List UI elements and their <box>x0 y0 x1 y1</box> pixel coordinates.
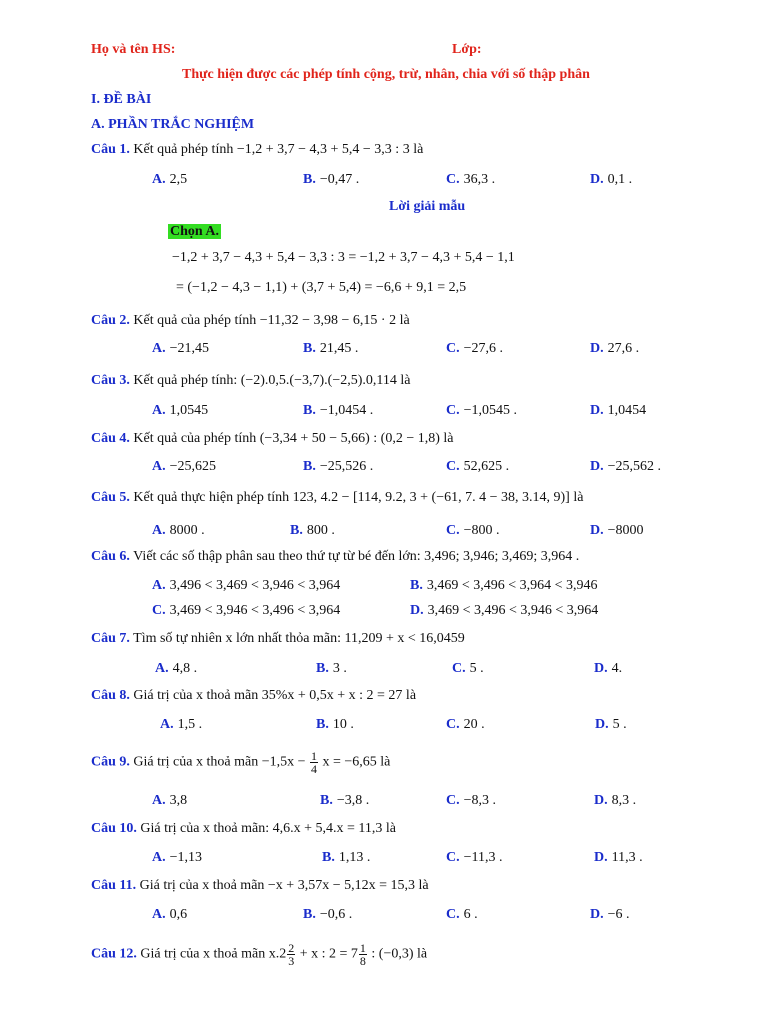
document-title: Thực hiện được các phép tính cộng, trừ, nhân, chia với số thập phân <box>182 67 590 82</box>
option-a: A. 1,0545 <box>152 403 209 418</box>
fraction: $\frac{2}{3}$ <box>288 941 295 968</box>
option-a: A. 3,496 < 3,469 < 3,946 < 3,964 <box>152 578 341 593</box>
option-b: B. 800 . <box>290 523 335 538</box>
option-d: D. −6 . <box>590 907 630 922</box>
option-b: B. −25,526 . <box>303 459 374 474</box>
option-b: B. −3,8 . <box>320 793 370 808</box>
question-9: Câu 9. Giá trị của x thoả mãn −1,5x − $\frac{1}{4}$ x = −6,65 là <box>91 749 391 776</box>
option-a: A. 2,5 <box>152 172 188 187</box>
option-d: D. 3,469 < 3,496 < 3,946 < 3,964 <box>410 603 599 618</box>
option-d: D. −25,562 . <box>590 459 662 474</box>
question-7: Câu 7. Tìm số tự nhiên x lớn nhất thỏa mãn: 11,209 + x < 16,0459 <box>91 631 465 646</box>
option-b: B. 10 . <box>316 717 354 732</box>
option-a: A. −21,45 <box>152 341 210 356</box>
question-8: Câu 8. Giá trị của x thoả mãn 35%x + 0,5x + x : 2 = 27 là <box>91 688 417 703</box>
option-d: D. 27,6 . <box>590 341 640 356</box>
question-number: Câu 1. <box>91 142 130 157</box>
option-c: C. −11,3 . <box>446 850 503 865</box>
option-c: C. 3,469 < 3,946 < 3,496 < 3,964 <box>152 603 341 618</box>
question-5: Câu 5. Kết quả thực hiện phép tính 123, 4.2 − [114, 9.2, 3 + (−61, 7. 4 − 38, 3.14, 9)] là <box>91 490 584 505</box>
solution-choice: Chọn A. <box>170 224 220 239</box>
option-d: D. 11,3 . <box>594 850 643 865</box>
option-a: A. −1,13 <box>152 850 203 865</box>
solution-title: Lời giải mẫu <box>389 199 466 214</box>
option-b: B. 21,45 . <box>303 341 359 356</box>
option-a: A. 3,8 <box>152 793 188 808</box>
question-12: Câu 12. Giá trị của x thoả mãn x.2 $\frac{2}{3}$ + x : 2 = 7 $\frac{1}{8}$ : (−0,3) là <box>91 941 428 968</box>
part-title: A. PHẦN TRẮC NGHIỆM <box>91 117 255 132</box>
option-c: C. −1,0545 . <box>446 403 518 418</box>
question-2: Câu 2. Kết quả của phép tính −11,32 − 3,98 − 6,15 · 2 là <box>91 313 410 328</box>
question-6: Câu 6. Viết các số thập phân sau theo thứ tự từ bé đến lớn: 3,496; 3,946; 3,469; 3,964 . <box>91 549 580 564</box>
option-a: A. 1,5 . <box>160 717 203 732</box>
option-c: C. 36,3 . <box>446 172 496 187</box>
option-a: A. 4,8 . <box>155 661 198 676</box>
option-b: B. 1,13 . <box>322 850 371 865</box>
option-a: A. 0,6 <box>152 907 188 922</box>
option-c: C. 5 . <box>452 661 484 676</box>
option-a: A. −25,625 <box>152 459 217 474</box>
fraction: $\frac{1}{8}$ <box>359 941 366 968</box>
question-text: Kết quả phép tính −1,2 + 3,7 − 4,3 + 5,4 − 3,3 : 3 là <box>133 142 424 157</box>
section-title: I. ĐỀ BÀI <box>91 92 152 107</box>
option-d: D. 8,3 . <box>594 793 637 808</box>
option-d: D. −8000 <box>590 523 644 538</box>
option-b: B. −1,0454 . <box>303 403 374 418</box>
option-b: B. −0,6 . <box>303 907 353 922</box>
option-c: C. 6 . <box>446 907 478 922</box>
solution-line-1: −1,2 + 3,7 − 4,3 + 5,4 − 3,3 : 3 = −1,2 + 3,7 − 4,3 + 5,4 − 1,1 <box>172 250 515 265</box>
option-c: C. 20 . <box>446 717 485 732</box>
fraction: $\frac{1}{4}$ <box>311 749 317 776</box>
question-10: Câu 10. Giá trị của x thoả mãn: 4,6.x + 5,4.x = 11,3 là <box>91 821 396 836</box>
option-a: A. 8000 . <box>152 523 205 538</box>
class-label: Lớp: <box>452 42 482 57</box>
solution-line-2: = (−1,2 − 4,3 − 1,1) + (3,7 + 5,4) = −6,6 + 9,1 = 2,5 <box>176 280 467 295</box>
option-c: C. −27,6 . <box>446 341 504 356</box>
option-d: D. 5 . <box>595 717 627 732</box>
question-3: Câu 3. Kết quả phép tính: (−2).0,5.(−3,7).(−2,5).0,114 là <box>91 373 411 388</box>
option-c: C. 52,625 . <box>446 459 510 474</box>
option-d: D. 4. <box>594 661 623 676</box>
option-c: C. −8,3 . <box>446 793 497 808</box>
student-name-label: Họ và tên HS: <box>91 42 176 57</box>
option-b: B. 3 . <box>316 661 347 676</box>
option-d: D. 0,1 . <box>590 172 633 187</box>
question-1 <box>91 142 423 158</box>
option-b: B. 3,469 < 3,496 < 3,964 < 3,946 <box>410 578 598 593</box>
question-11: Câu 11. Giá trị của x thoả mãn −x + 3,57x − 5,12x = 15,3 là <box>91 878 429 893</box>
option-d: D. 1,0454 <box>590 403 647 418</box>
option-b: B. −0,47 . <box>303 172 360 187</box>
question-4: Câu 4. Kết quả của phép tính (−3,34 + 50 − 5,66) : (0,2 − 1,8) là <box>91 431 454 446</box>
option-c: C. −800 . <box>446 523 500 538</box>
